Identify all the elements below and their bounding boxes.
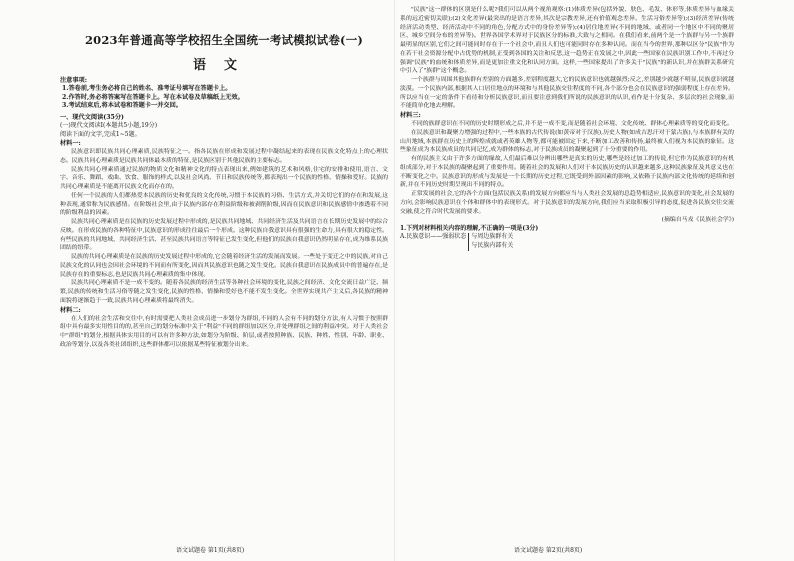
material-1-paragraph: 民族共同心理素质是在民族的历史发展过程中形成的,是民族共同地域、共同经济生活及共同语言在长期历史发展中的综合反映。在形成民族的各种特征中,民族意识的形成往往最后一个形成。这种民族自我意识具有很强的生命力,具有很大的稳定性。有些民族的共同地域、共同经济生活、甚至民族共同语言等特征已发生变化,但他们的民族自我意识仍然明显存在,成为维系民族团结的纽带。: [60, 219, 388, 252]
notice-item: 3.考试结束后,将本试卷和答题卡一并交回。: [62, 102, 182, 110]
material-1-label: 材料一:: [60, 140, 81, 148]
material-1-paragraph: 任何一个民族的人们都热爱本民族的历史和优良的文化传统,习惯于本民族的习俗、生活方式,并关切它们的存在和发展,这种表现,通常称为民族感情。在阶级社会里,由于民族内部存在利益阶级和被剥削阶级,因而在民族意识和民族感情中渗透着不同的阶级利益的因素。: [60, 192, 388, 217]
reading-instruction: 阅读下面的文字,完成1~5题。: [60, 130, 141, 138]
material-3-paragraph: 在民族意识和凝聚力增强的过程中,一些本族的古代传说(如黄帝对于汉族),历史人物(如成吉思汗对于蒙古族),与本族群有关的山川地域,本族群在历史上的辉煌成就或者英雄人物等,都可能被固定下来,不断加工改善和传扬,最终被人们视为本民族的象征。这些象征成为本民族成员的共同记忆,成为群体的标志,对于民族成员的凝聚起到了十分重要的作用。: [400, 129, 734, 154]
footer-page-2: 语文试题卷 第2页(共8页): [514, 547, 583, 554]
subject-title: 语文: [192, 58, 255, 73]
notice-heading: 注意事项:: [60, 77, 88, 84]
source-citation: (摘编自马戎《民族社会学》): [661, 217, 734, 224]
material-1-paragraph: 民族共同心理素质通过民族的物质文化和精神文化的特点表现出来,例如建筑的艺术和风格,住宅的安排和使用,语言、文字、音乐、舞蹈、戏曲、饮食、服饰的样式,以及社会风尚、节日和民族传统等,都表现出一个民族的性格、情操和爱好。民族的共同心理素质是不能离开民族文化而存在的。: [60, 166, 388, 191]
material-1-paragraph: 民族的共同心理素质是在民族的历史发展过程中形成的,它会随着经济生活的发展而发展。一些处于变迁之中的民族,对自己民族文化的认同也会因社会环境的不同而有所变化,因而其民族意识也随之发生变化。民族自我意识在民族成员中的普遍存在,是民族存在的重要标志,也是民族共同心理素质的集中体现。: [60, 254, 388, 278]
section-title: 一、现代文阅读(35分): [60, 113, 124, 121]
material-1-paragraph: 民族意识即民族共同心理素质,民族特征之一。指各民族在形成和发展过程中凝结起来的表现在民族文化特点上的心理状态。民族共同心理素质是民族共同体最本质的特征,是民族区别于其他民族的主要标志。: [60, 149, 388, 164]
option-a-bracket: [468, 233, 513, 250]
question-1-option-a: [400, 233, 734, 250]
material-1-paragraph: 民族共同心理素质不是一成不变的。随着各民族的经济生活等各种社会环境的变化,民族之间经济、文化交流日益广泛、频繁,民族的传统和生活习俗等随之发生变化,民族的性格、情操和爱好也不能不发生变化。全世界实现共产主义后,各民族的精神面貌将逐渐趋于一致,民族共同心理素质将最终消失。: [60, 280, 388, 304]
material-3-label: 材料三:: [400, 112, 421, 119]
material-2-paragraph: 在人们的社会生活和交往中,有时需要把人类社会成员进一步划分为群组,不同的人会有不同的划分方法,有人习惯于按照群组中具有最多实用性目的的,甚至自己的划分标准中关于"利益"不同的群组加以区分,并处理群组之间的利益冲突。对于人类社会中"群组"的划分,根据具体实用目的可以有许多种方法,如划分为阶级、阶层,或者按照种族、民族、种姓、性别、年龄、职业、政治等划分,以及各类社团组织,这些群体都可以依据某些特征被划分出来。: [60, 315, 388, 348]
exam-title: 2023年普通高等学校招生全国统一考试模拟试卷(一): [84, 33, 364, 47]
material-3-paragraph: 正常发展的社会,它的各个方面(包括民族关系)的发展方向都应当与人类社会发展的总趋势相适应,民族意识的变化,社会发展的方向,会影响民族意识在个体和群体中的表现形式。对于民族意识的发展方向,我们应当采取积极引导的态度,促进各民族交往交流交融,使之符合时代发展的要求。: [400, 191, 734, 215]
material-3-paragraph: 不同的族群意识在不同的历史时期形成之后,并不是一成不变,而是随着社会环境、文化传统、群体心理素质等的变化而变化。: [411, 121, 733, 127]
notice-item: 1.答卷前,考生务必将自己的姓名、准考证号填写在答题卡上。: [62, 85, 232, 93]
page-right: [400, 6, 734, 251]
material-2-paragraph: 一个族群与周围其他族群有差别的方面越多,差别程度越大,它的民族意识也就越强烈;反之,差别越少就越不明显,民族意识就越淡漠。一个民族内部,根据其人口居住地点的环境和与其他民族交往程度的不同,各个部分也会在民族意识的强弱程度上存在差异。所以应当在一定的条件下看待和分析民族意识,而且要注意到我们所说的民族意识的认识,看作是十分复杂、多层次的社会现象,而不能简单化地去理解。: [400, 77, 734, 110]
question-1: 1.下列对材料相关内容的理解,不正确的一项是(3分): [400, 224, 539, 232]
notice-item: 2.作答时,务必将答案写在答题卡上。写在本试卷及草稿纸上无效。: [62, 93, 244, 101]
option-a-prefix: A.民族意识——强弱状态: [400, 233, 467, 241]
material-2-label: 材料二:: [60, 306, 81, 314]
option-a-line: 与民族内部有关: [471, 242, 514, 250]
option-a-line: 与周边族群有关: [471, 233, 514, 241]
material-2-paragraph: "民族"这一群体的区别是什么呢?我们可以从两个视角观察:(1)体质差异(包括外貌、肤色、毛发、体形等,体质差异与血缘关系的远近密切关联);(2)文化差异(最突出的是语言差异,其次是宗教差异,还有价值观念差异、生活习俗差异等);(3)经济差异(传统经济活动类型、经济活动中不同的角色,分配方式中的身份差异等);(4)居住地差异(不同的地域、或者同一个地区中不同的聚居区、城乡空间分布的差异等)。世界各国学术界对于民族区分的标准,大致与之相同。在我们看来,前两个是一个族群与另一个族群最明显的区别,它们之间可能同时存在于一个社会中,而且人们也可能同时存在多种认同。而在当今的世界,那种以区分"民族"作为在若干社会资源分配中占优势的机制,正受到各国的关注和反思,这一趋势正在发展之中,因此一些国家在民族识别工作中,不再过分强调"民族"的血统和体质差异,而是更加注重文化和认同方面。这样,一些国家提出了许多关于"民族"的新认识,并在族群关系研究中引入了"族群"这个概念。: [400, 7, 734, 75]
page-fold-line: [394, 0, 395, 561]
page-left: [60, 6, 388, 350]
subsection-title: (一)现代文阅读I(本题共5小题,19分): [60, 122, 158, 130]
material-3-paragraph: 有的民族主义由于许多方面的缘故,人们最后难以分辨出哪些是真实的历史,哪些是经过加工的传说,但它作为民族意识的有机组成部分,对于本民族的凝聚起到了重要作用。随着社会的发展和人们对于本民族历史的认识越来越多,这种民族象征及其意义也在不断变化之中。民族意识的形成与发展是一个长期的历史过程,它既受到外部因素的影响,又依赖于民族内部文化传统的延续和创新,并在不同历史时期呈现出不同的特点。: [400, 156, 734, 189]
footer-page-1: 语文试题卷 第1页(共8页): [176, 547, 245, 554]
notice-block: [60, 77, 388, 111]
